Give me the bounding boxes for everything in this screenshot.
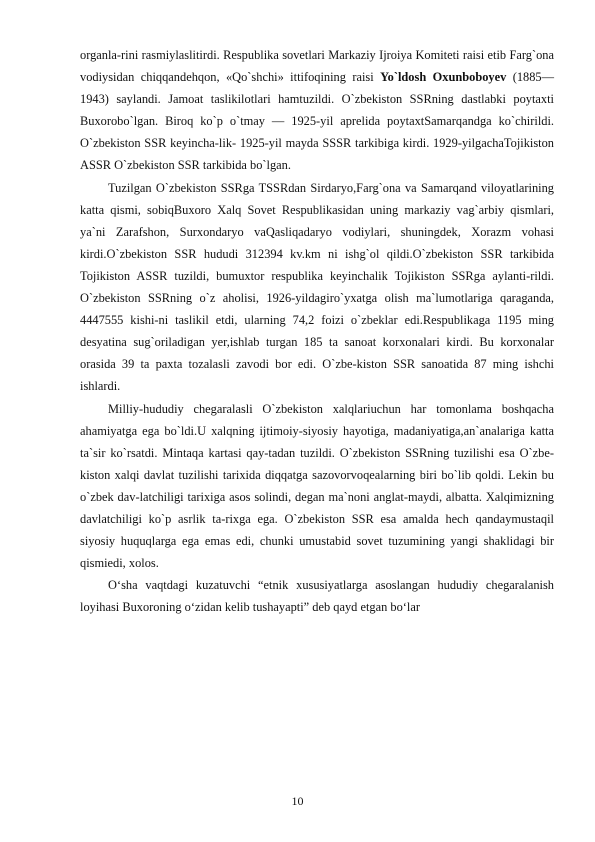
paragraph-4: O‘sha vaqtdagi kuzatuvchi “etnik xususiyatlarga asoslangan hududiy chegaralanish loyihasi Buxoroning o‘zidan kelib tushayapti” deb qayd etgan bo‘lar: [80, 578, 554, 615]
paragraph-2: Tuzilgan O`zbekiston SSRga TSSRdan Sirdaryo,Farg`ona va Samarqand viloyatlarining katta qismi, sobiqBuxoro Xalq Sovet Respublikasidan uning markaziy vag`arbiy qismlari, ya`ni Zarafshon, Surxondaryo vaQasliqadaryo vodiylari, shuningdek, Xorazm vohasi kirdi.O`zbekiston SSR hududi 312394 kv.km ni ishg`ol qildi.O`zbekiston SSR tarkibida Tojikiston ASSR tuzildi, bumuxtor respublika keyinchalik Tojikiston SSRga aylanti-rildi. O`zbekiston SSRning o`z aholisi, 1926-yildagiro`yxatga olish ma`lumotlariga qaraganda, 4447555 kishi-ni taslikil etdi, ularning 74,2 foizi o`zbeklar edi.Respublikaga 1195 ming desyatina sug`oriladigan yer,ishlab turgan 185 ta sanoat korxonalari kirdi. Bu korxonalar orasida 39 ta paxta tozalasli zavodi bor edi. O`zbe-kiston SSR sanoatida 87 ming ishchi ishlardi.: [80, 180, 554, 394]
paragraph-1-text-after: (1885—1943) saylandi. Jamoat taslikilotlari hamtuzildi. O`zbekiston SSRning dastlabki poytaxti Buxorobo`lgan. Biroq ko`p o`tmay — 1925-yil aprelida poytaxtSamarqandga ko`chirildi. O`zbekiston SSR keyincha-lik- 1925-yil mayda SSSR tarkibiga kirdi. 1929-yilgachaTojikiston ASSR O`zbekiston SSR tarkibida bo`lgan.: [80, 70, 554, 173]
bold-name: Yo`ldosh Oxunboboyev: [380, 70, 507, 85]
document-page: [80, 44, 554, 618]
paragraph-1-text-before: organla-rini rasmiylaslitirdi. Respublika sovetlari Markaziy Ijroiya Komiteti raisi etib Farg`ona vodiysidan chiqqandehqon, «Qo`shchi» ittifoqining raisi: [80, 48, 554, 85]
paragraph-1: [80, 44, 554, 177]
paragraph-3: Milliy-hududiy chegaralasli O`zbekiston xalqlariuchun har tomonlama boshqacha ahamiyatga ega bo`ldi.U xalqning ijtimoiy-siyosiy hayotiga, madaniyatiga,an`analariga katta ta`sir ko`rsatdi. Mintaqa kartasi qay-tadan tuzildi. O`zbekiston SSRning tuzilishi esa O`zbe-kiston xalqi davlat tuzilishi tarixida diqqatga sazovorvoqealarning biri bo`lib qoldi. Lekin bu o`zbek dav-latchiligi tarixiga asos solindi, degan ma`noni anglat-maydi, albatta. Xalqimizning davlatchiligi ko`p asrlik ta-rixga ega. O`zbekiston SSR esa amalda hech qandaymustaqil siyosiy huquqlarga ega emas edi, chunki umustabid sovet tuzumining yangi shaklidagi bir qismiedi, xolos.: [80, 401, 554, 571]
page-number: 10: [291, 794, 304, 808]
